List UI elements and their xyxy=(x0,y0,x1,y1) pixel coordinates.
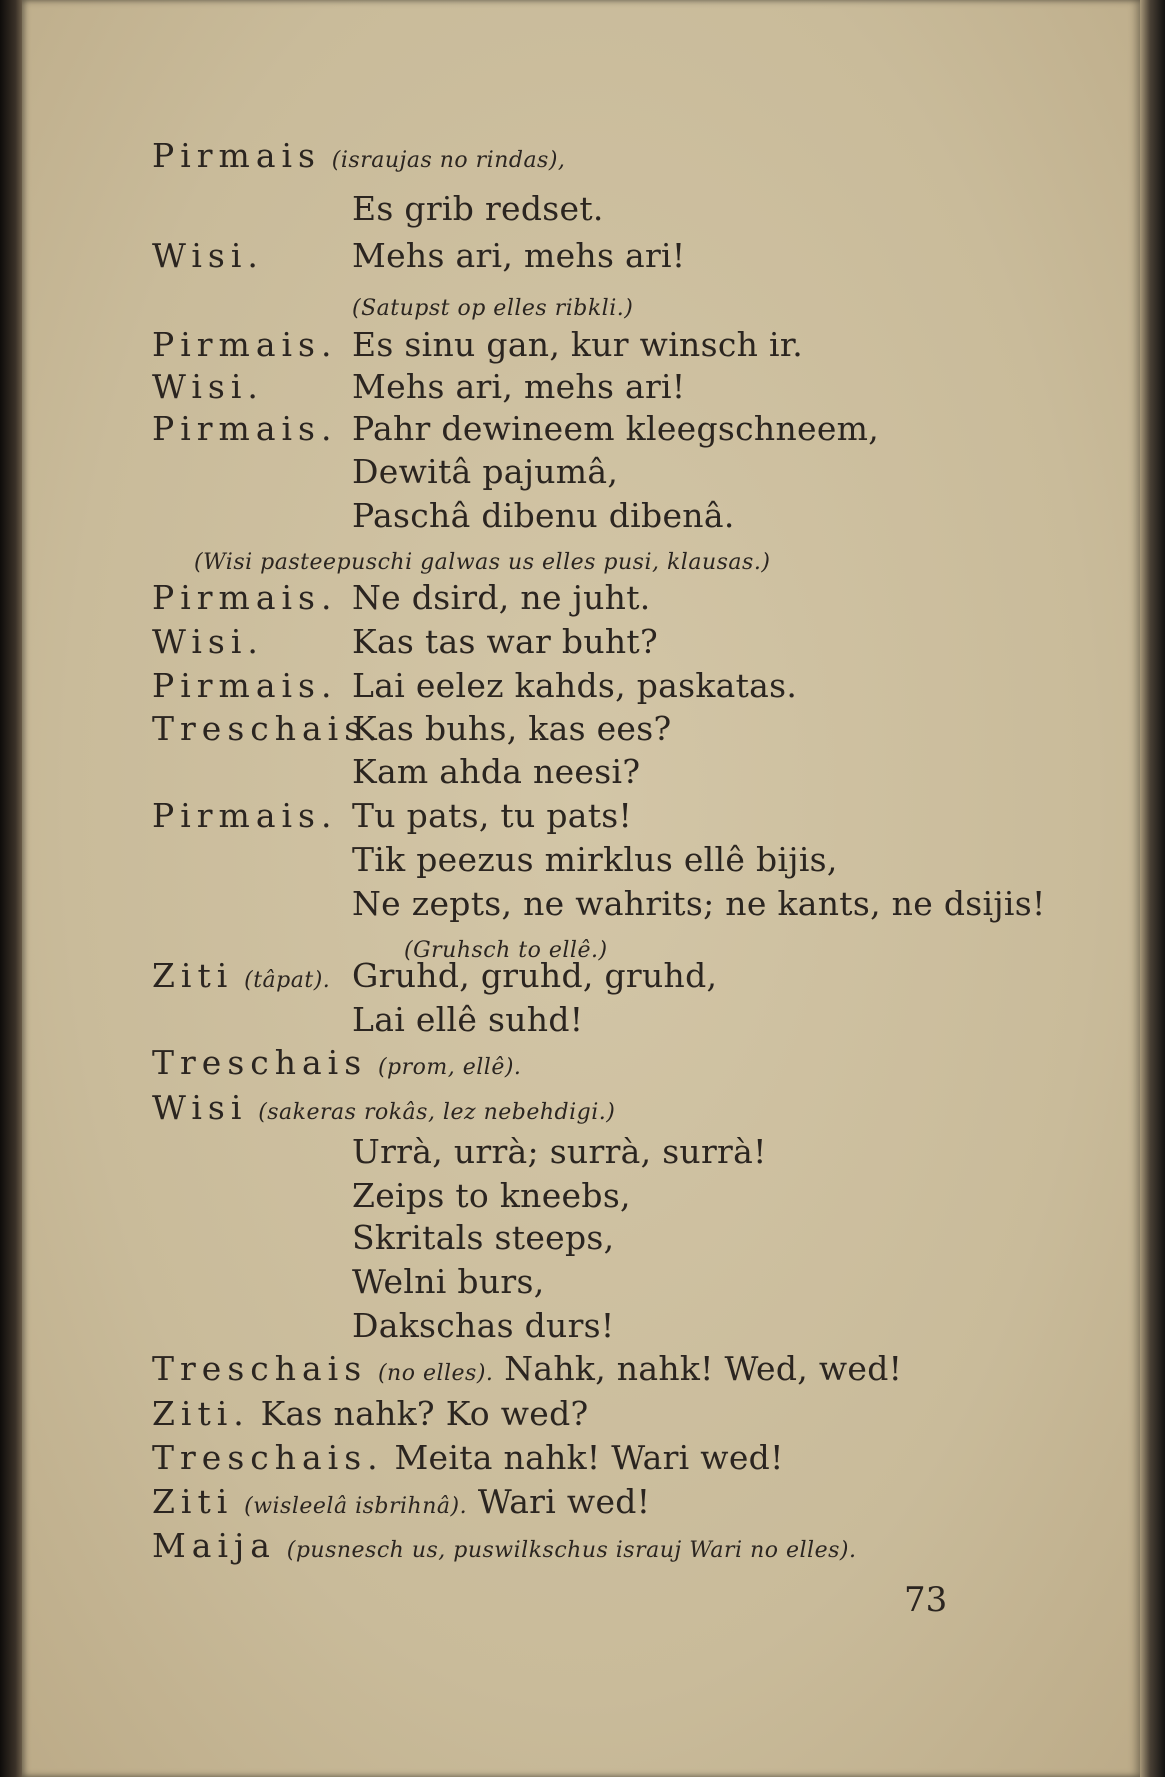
text-line xyxy=(352,752,640,792)
text-line xyxy=(352,1132,767,1172)
text-line xyxy=(352,1176,631,1216)
speaker: Treschais. xyxy=(152,709,384,748)
text-line xyxy=(152,1394,589,1434)
speaker: Wisi. xyxy=(152,367,264,406)
speaker: Wisi. xyxy=(152,236,264,275)
dialogue: Dewitâ pajumâ, xyxy=(352,452,619,491)
dialogue: Ne dsird, ne juht. xyxy=(352,578,651,617)
speaker: Wisi. xyxy=(152,622,264,661)
speaker: Pirmais. xyxy=(152,796,338,835)
text-line xyxy=(352,796,632,836)
dialogue: Dakschas durs! xyxy=(352,1306,615,1345)
speaker: Maija xyxy=(152,1526,276,1565)
stage-direction: (prom, ellê). xyxy=(377,1055,522,1080)
text-line xyxy=(352,1218,614,1258)
stage-direction: (Wisi pasteepuschi galwas us elles pusi, klausas.) xyxy=(194,550,771,575)
text-line xyxy=(152,622,264,662)
text-line xyxy=(152,236,264,276)
stage-direction: (sakeras rokâs, lez nebehdigi.) xyxy=(258,1100,616,1125)
text-line xyxy=(352,189,604,229)
speaker: Wisi xyxy=(152,1088,248,1127)
dialogue: Kas nahk? Ko wed? xyxy=(260,1394,589,1433)
stage-direction: (wisleelâ isbrihnâ). xyxy=(244,1494,468,1519)
text-line xyxy=(152,1482,650,1527)
text-line xyxy=(152,666,337,706)
text-line xyxy=(152,796,337,836)
book-page xyxy=(22,0,1140,1777)
text-line xyxy=(352,840,838,880)
speaker: Ziti xyxy=(152,956,234,995)
text-line xyxy=(352,1262,545,1302)
dialogue: Nahk, nahk! Wed, wed! xyxy=(504,1349,903,1388)
speaker: Ziti xyxy=(152,1482,234,1521)
dialogue: Mehs ari, mehs ari! xyxy=(352,367,686,406)
speaker: Treschais xyxy=(152,1043,368,1082)
stage-direction: (Satupst op elles ribkli.) xyxy=(352,296,634,321)
dialogue: Lai ellê suhd! xyxy=(352,1000,584,1039)
text-line xyxy=(152,1438,784,1478)
text-line xyxy=(352,325,803,365)
text-line xyxy=(352,666,797,706)
speaker: Pirmais xyxy=(152,136,321,175)
stage-direction: (no elles). xyxy=(377,1361,494,1386)
dialogue: Tu pats, tu pats! xyxy=(352,796,633,835)
text-line xyxy=(352,452,618,492)
text-line xyxy=(352,956,717,996)
dialogue: Welni burs, xyxy=(352,1262,545,1301)
dialogue: Paschâ dibenu dibenâ. xyxy=(352,496,735,535)
text-line xyxy=(152,325,337,365)
text-line xyxy=(352,1306,614,1346)
dialogue: Gruhd, gruhd, gruhd, xyxy=(352,956,718,995)
text-line xyxy=(152,578,337,618)
dialogue: Pahr dewineem kleegschneem, xyxy=(352,409,880,448)
text-line xyxy=(152,136,565,181)
text-line xyxy=(152,956,330,1001)
dialogue: Zeips to kneebs, xyxy=(352,1176,631,1215)
speaker: Pirmais. xyxy=(152,325,338,364)
stage-direction: (pusnesch us, puswilkschus israuj Wari no elles). xyxy=(286,1538,857,1563)
text-line xyxy=(352,1000,583,1040)
book-gutter xyxy=(0,0,22,1777)
dialogue: Urrà, urrà; surrà, surrà! xyxy=(352,1132,767,1171)
text-line xyxy=(352,884,1046,924)
text-line xyxy=(194,538,770,583)
stage-direction: (israujas no rindas), xyxy=(331,148,566,173)
text-line xyxy=(152,1349,902,1394)
dialogue: Wari wed! xyxy=(477,1482,651,1521)
speaker: Pirmais. xyxy=(152,409,338,448)
text-line xyxy=(352,496,735,536)
text-line xyxy=(152,409,337,449)
dialogue: Lai eelez kahds, paskatas. xyxy=(352,666,798,705)
speaker: Pirmais. xyxy=(152,666,338,705)
dialogue: Mehs ari, mehs ari! xyxy=(352,236,686,275)
speaker: Treschais xyxy=(152,1349,368,1388)
text-line xyxy=(152,709,384,749)
stage-direction: (tâpat). xyxy=(244,968,331,993)
dialogue: Tik peezus mirklus ellê bijis, xyxy=(352,840,838,879)
speaker: Pirmais. xyxy=(152,578,338,617)
speaker: Treschais. xyxy=(152,1438,384,1477)
speaker: Ziti. xyxy=(152,1394,250,1433)
dialogue: Skritals steeps, xyxy=(352,1218,615,1257)
text-line xyxy=(352,709,671,749)
page-edge xyxy=(1140,0,1165,1777)
text-line xyxy=(152,1088,615,1133)
text-line xyxy=(352,578,651,618)
dialogue: Es sinu gan, kur winsch ir. xyxy=(352,325,804,364)
stage-direction: (Gruhsch to ellê.) xyxy=(404,938,608,963)
dialogue: Kam ahda neesi? xyxy=(352,752,641,791)
page-number: 73 xyxy=(904,1580,948,1620)
text-line xyxy=(352,367,685,407)
text-line xyxy=(352,236,685,276)
dialogue: Kas tas war buht? xyxy=(352,622,658,661)
text-line xyxy=(352,622,658,662)
text-line xyxy=(352,409,879,449)
text-line xyxy=(352,284,633,329)
dialogue: Es grib redset. xyxy=(352,189,604,228)
dialogue: Ne zepts, ne wahrits; ne kants, ne dsijis! xyxy=(352,884,1046,923)
text-line xyxy=(152,1526,856,1571)
dialogue: Meita nahk! Wari wed! xyxy=(394,1438,784,1477)
text-line xyxy=(152,1043,521,1088)
text-line xyxy=(152,367,264,407)
dialogue: Kas buhs, kas ees? xyxy=(352,709,672,748)
